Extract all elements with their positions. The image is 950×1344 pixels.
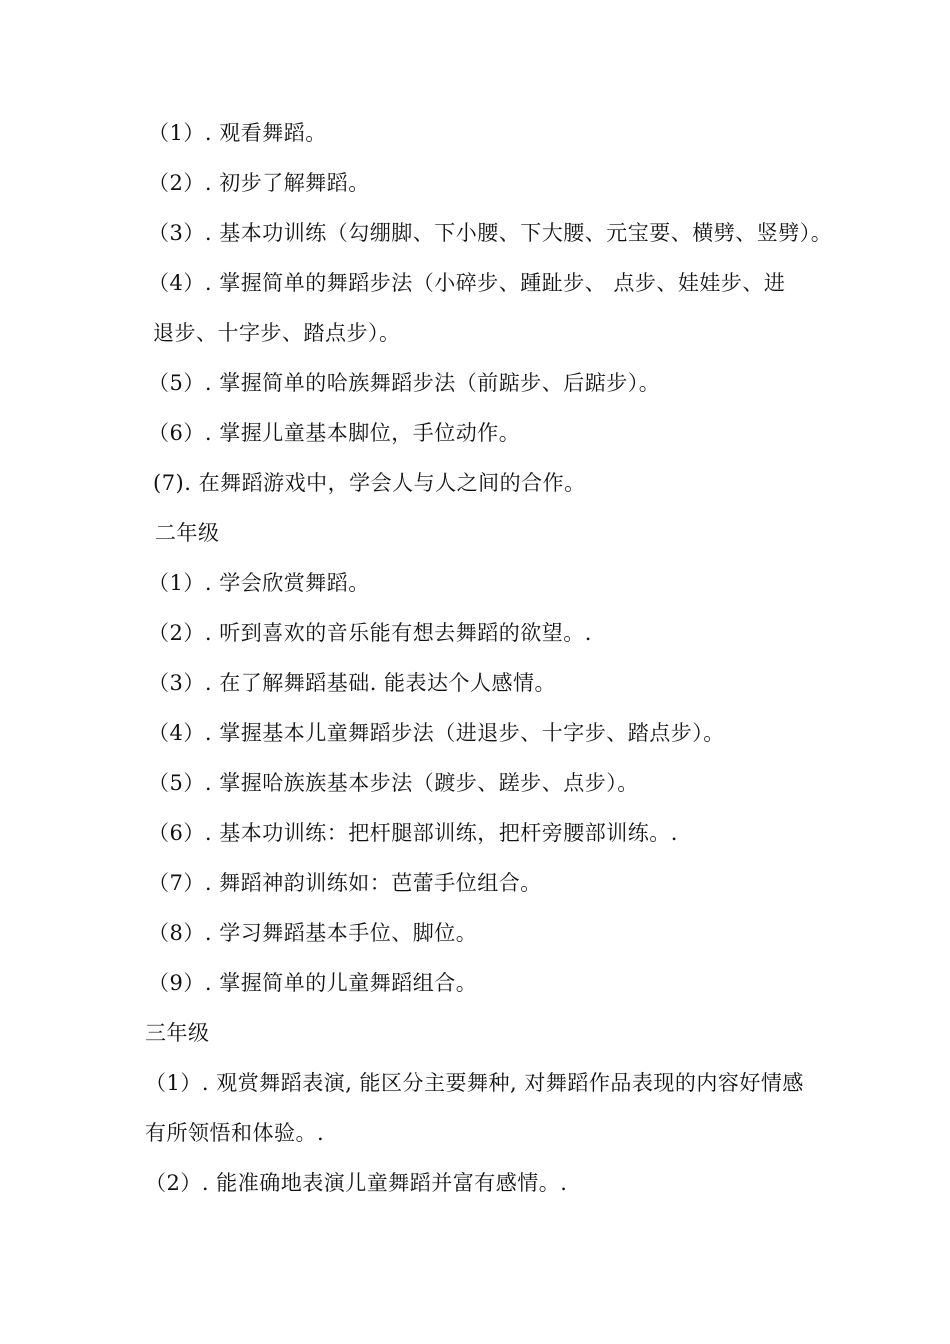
grade1-item-5: （5）. 掌握简单的哈族舞蹈步法（前踮步、后踮步）。 — [148, 371, 661, 395]
grade2-item-4: （4）. 掌握基本儿童舞蹈步法（进退步、十字步、踏点步）。 — [148, 721, 725, 745]
grade2-item-1: （1）. 学会欣赏舞蹈。 — [148, 571, 370, 595]
grade2-item-6: （6）. 基本功训练：把杆腿部训练，把杆旁腰部训练。. — [148, 821, 678, 845]
grade2-heading: 二年级 — [155, 521, 220, 545]
grade2-item-2: （2）. 听到喜欢的音乐能有想去舞蹈的欲望。. — [148, 621, 592, 645]
grade1-item-2: （2）. 初步了解舞蹈。 — [148, 171, 370, 195]
grade1-item-4: （4）. 掌握简单的舞蹈步法（小碎步、踵趾步、 点步、娃娃步、进 — [148, 271, 786, 295]
grade1-item-1: （1）. 观看舞蹈。 — [148, 121, 327, 145]
grade3-item-1: （1）. 观赏舞蹈表演, 能区分主要舞种, 对舞蹈作品表现的内容好情感 — [145, 1071, 804, 1095]
grade3-item-2: （2）. 能准确地表演儿童舞蹈并富有感情。. — [145, 1171, 568, 1195]
grade1-item-4-continued: 退步、十字步、踏点步）。 — [153, 321, 401, 345]
grade3-item-1-continued: 有所领悟和体验。. — [145, 1121, 325, 1145]
grade2-item-7: （7）. 舞蹈神韵训练如：芭蕾手位组合。 — [148, 871, 542, 895]
grade1-item-3: （3）. 基本功训练（勾绷脚、下小腰、下大腰、元宝要、横劈、竖劈）。 — [148, 221, 833, 245]
grade2-item-9: （9）. 掌握简单的儿童舞蹈组合。 — [148, 971, 478, 995]
grade2-item-5: （5）. 掌握哈族族基本步法（踱步、蹉步、点步）。 — [148, 771, 639, 795]
grade2-item-8: （8）. 学习舞蹈基本手位、脚位。 — [148, 921, 478, 945]
grade3-heading: 三年级 — [145, 1021, 210, 1045]
grade1-item-7: (7). 在舞蹈游戏中，学会人与人之间的合作。 — [153, 471, 586, 495]
grade1-item-6: （6）. 掌握儿童基本脚位，手位动作。 — [148, 421, 521, 445]
grade2-item-3: （3）. 在了解舞蹈基础. 能表达个人感情。 — [148, 671, 557, 695]
